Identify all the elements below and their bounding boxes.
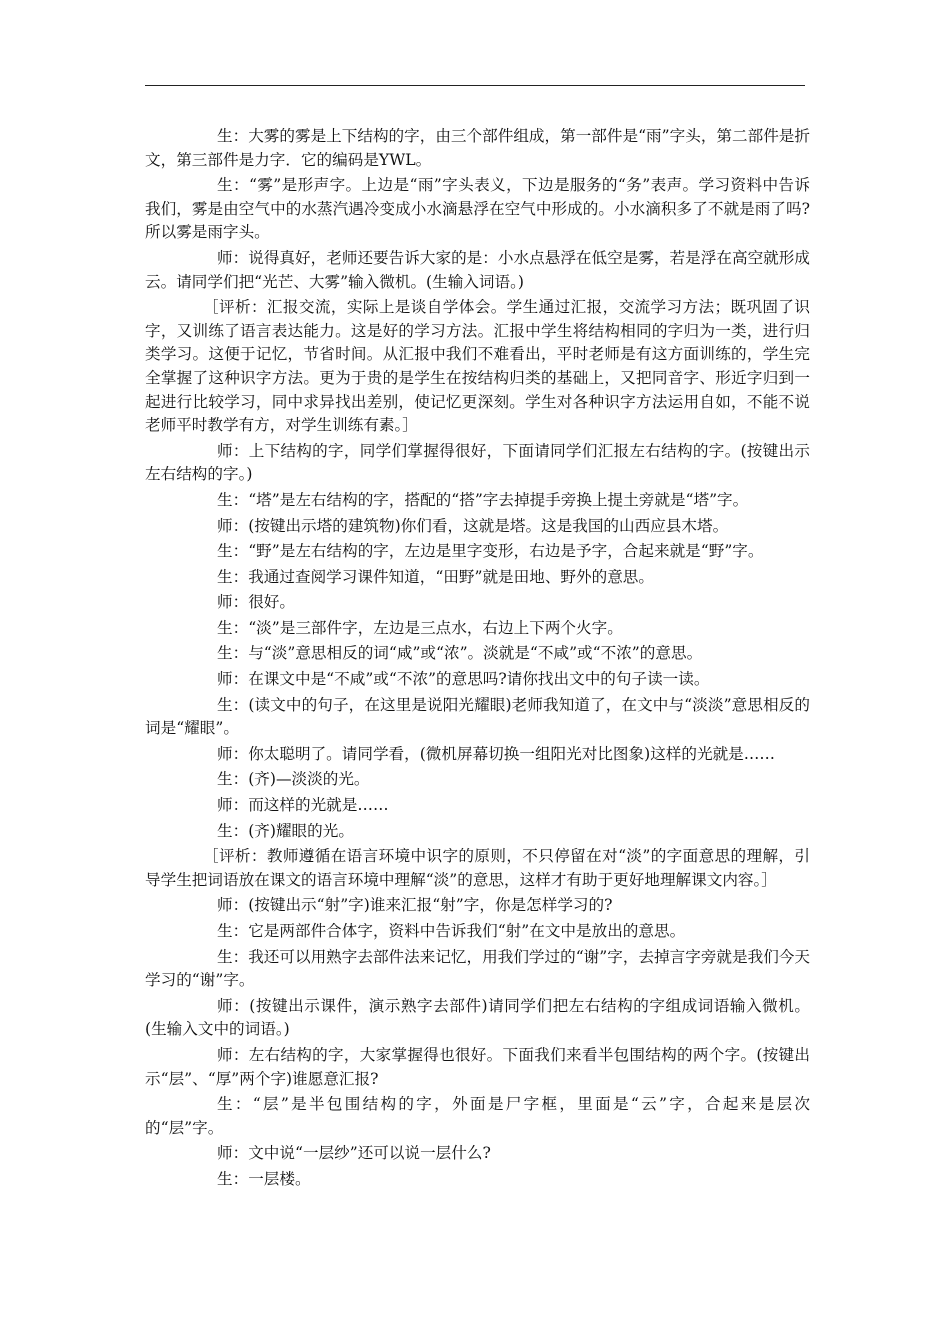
paragraph: 生：与“淡”意思相反的词“咸”或“浓”。淡就是“不咸”或“不浓”的意思。 <box>217 644 703 663</box>
paragraph: 师：(按键出示塔的建筑物)你们看，这就是塔。这是我国的山西应县木塔。 <box>217 516 729 535</box>
paragraph: 生：“层”是半包围结构的字，外面是尸字框，里面是“云”字，合起来是层次的“层”字。 <box>145 1095 810 1137</box>
paragraph: 师：上下结构的字，同学们掌握得很好，下面请同学们汇报左右结构的字。(按键出示左右结构的字。) <box>145 441 810 484</box>
commentary-paragraph: ［评析：汇报交流，实际上是谈自学体会。学生通过汇报，交流学习方法；既巩固了识字，又训练了语言表达能力。这是好的学习方法。汇报中学生将结构相同的字归为一类，进行归类学习。这便于记忆，节省时间。从汇报中我们不难看出，平时老师是有这方面训练的，学生完全掌握了这种识字方法。更为于贵的是学生在按结构归类的基础上，又把同音字、形近字归到一起进行比较学习，同中求异找出差别，使记忆更深刻。学生对各种识字方法运用自如，不能不说老师平时教学有方，对学生训练有素。］ <box>145 298 810 435</box>
paragraph: 生：“淡”是三部件字，左边是三点水，右边上下两个火字。 <box>217 618 623 637</box>
paragraph: 生：(读文中的句子，在这里是说阳光耀眼)老师我知道了，在文中与“淡淡”意思相反的词是“耀眼”。 <box>145 695 810 738</box>
paragraph: 师：(按键出示课件，演示熟字去部件)请同学们把左右结构的字组成词语输入微机。(生输入文中的词语。) <box>145 996 810 1039</box>
paragraph: 生：大雾的雾是上下结构的字，由三个部件组成，第一部件是“雨”字头，第二部件是折文，第三部件是力字．它的编码是YWL。 <box>145 127 810 169</box>
paragraph: 师：而这样的光就是…… <box>217 796 389 815</box>
paragraph: 师：文中说“一层纱”还可以说一层什么? <box>217 1144 491 1163</box>
paragraph: 生：“塔”是左右结构的字，搭配的“搭”字去掉提手旁换上提土旁就是“塔”字。 <box>217 490 749 509</box>
paragraph: 生：“雾”是形声字。上边是“雨”字头表义，下边是服务的“务”表声。学习资料中告诉我们，雾是由空气中的水蒸汽遇冷变成小水滴悬浮在空气中形成的。小水滴积多了不就是雨了吗?所以雾是雨字头。 <box>145 176 810 242</box>
paragraph: 师：你太聪明了。请同学看，(微机屏幕切换一组阳光对比图象)这样的光就是…… <box>217 744 775 763</box>
paragraph: 生：(齐)—淡淡的光。 <box>217 770 370 789</box>
commentary-paragraph: ［评析：教师遵循在语言环境中识字的原则，不只停留在对“淡”的字面意思的理解，引导学生把词语放在课文的语言环境中理解“淡”的意思，这样才有助于更好地理解课文内容。］ <box>145 847 810 889</box>
header-rule <box>145 85 805 86</box>
paragraph: 生：我通过查阅学习课件知道，“田野”就是田地、野外的意思。 <box>217 567 654 586</box>
paragraph: 师：在课文中是“不咸”或“不浓”的意思吗?请你找出文中的句子读一读。 <box>217 670 710 689</box>
paragraph: 师：(按键出示“射”字)谁来汇报“射”字，你是怎样学习的? <box>217 896 613 915</box>
paragraph: 生：我还可以用熟字去部件法来记忆，用我们学过的“谢”字，去掉言字旁就是我们今天学习的“谢”字。 <box>145 947 810 990</box>
paragraph: 生：一层楼。 <box>217 1169 311 1188</box>
paragraph: 师：很好。 <box>217 593 295 612</box>
document-body <box>145 125 810 1194</box>
paragraph: 生：它是两部件合体字，资料中告诉我们“射”在文中是放出的意思。 <box>217 922 686 940</box>
paragraph: 生：“野”是左右结构的字，左边是里字变形，右边是予字，合起来就是“野”字。 <box>217 542 764 561</box>
paragraph: 师：左右结构的字，大家掌握得也很好。下面我们来看半包围结构的两个字。(按键出示“层”、“厚”两个字)谁愿意汇报? <box>145 1045 810 1088</box>
paragraph: 生：(齐)耀眼的光。 <box>217 821 354 840</box>
paragraph: 师：说得真好，老师还要告诉大家的是：小水点悬浮在低空是雾，若是浮在高空就形成云。请同学们把“光芒、大雾”输入微机。(生输入词语。) <box>145 248 810 291</box>
